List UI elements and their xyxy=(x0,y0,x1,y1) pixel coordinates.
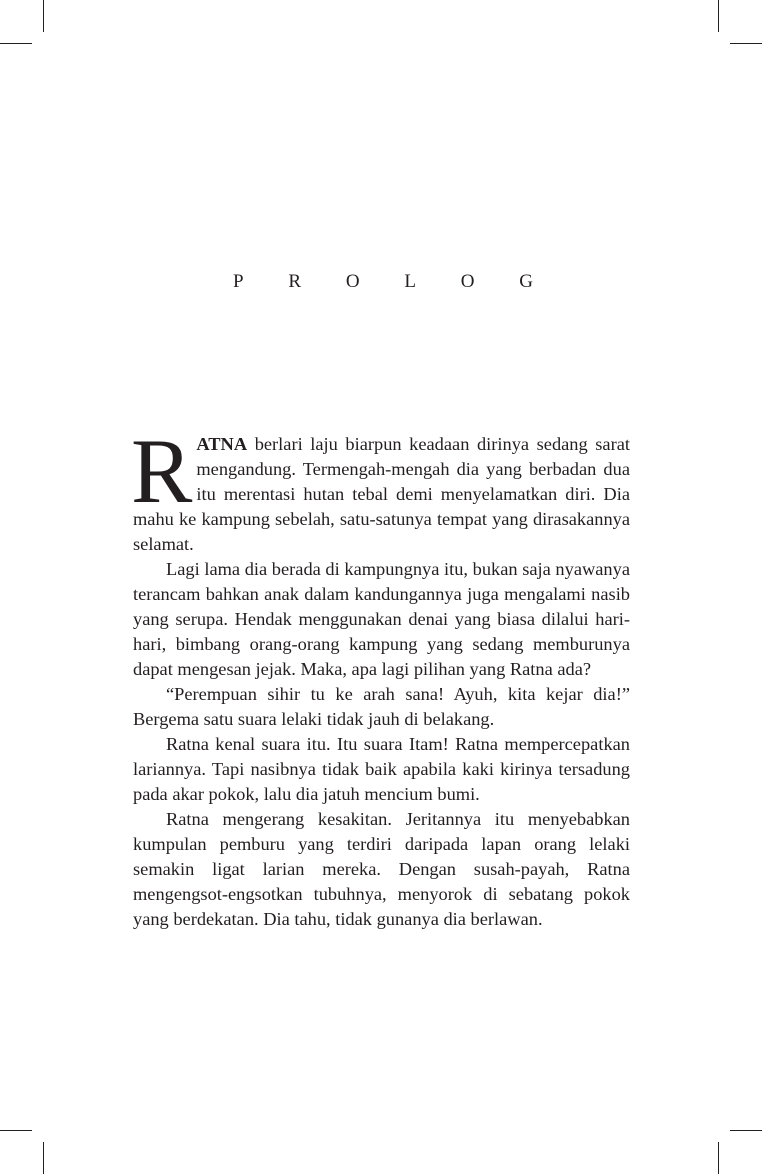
crop-mark-top-left-horizontal xyxy=(0,43,32,44)
crop-mark-top-right-vertical xyxy=(718,0,719,32)
paragraph-3: “Perempuan sihir tu ke arah sana! Ayuh, kita kejar dia!” Bergema satu suara lelaki tidak jauh di belakang. xyxy=(133,684,630,729)
paragraph-2: Lagi lama dia berada di kampungnya itu, bukan saja nyawanya terancam bahkan anak dalam kandungannya juga mengalami nasib yang serupa. Hendak menggunakan denai yang biasa dilalui hari-hari, bimbang orang-orang kampung yang sedang memburunya dapat mengesan jejak. Maka, apa lagi pilihan yang Ratna ada? xyxy=(133,559,630,679)
paragraph-1-text: berlari laju biarpun keadaan dirinya sedang sarat mengandung. Termengah-mengah dia yang berbadan dua itu merentasi hutan tebal demi menyelamatkan diri. Dia mahu ke kampung sebelah, satu-satunya tempat yang dirasakannya selamat. xyxy=(133,434,630,554)
crop-mark-bottom-right-horizontal xyxy=(730,1130,762,1131)
chapter-title-letter: L xyxy=(404,271,416,292)
paragraph-1 xyxy=(131,420,630,557)
chapter-title-letter: O xyxy=(345,271,360,292)
crop-mark-top-right-horizontal xyxy=(730,43,762,44)
crop-mark-bottom-right-vertical xyxy=(718,1142,719,1174)
chapter-title-letter: R xyxy=(288,271,302,292)
chapter-title xyxy=(233,271,533,293)
chapter-title-letter: G xyxy=(519,271,533,292)
lead-word: ATNA xyxy=(196,434,248,454)
body-text xyxy=(131,420,630,932)
chapter-title-letter: P xyxy=(233,271,244,292)
drop-cap: R xyxy=(131,420,193,522)
crop-mark-top-left-vertical xyxy=(43,0,44,32)
crop-mark-bottom-left-horizontal xyxy=(0,1130,32,1131)
chapter-title-letter: O xyxy=(460,271,475,292)
crop-mark-bottom-left-vertical xyxy=(43,1142,44,1174)
paragraph-5: Ratna mengerang kesakitan. Jeritannya itu menyebabkan kumpulan pemburu yang terdiri daripada lapan orang lelaki semakin ligat larian mereka. Dengan susah-payah, Ratna mengengsot-engsotkan tubuhnya, menyorok di sebatang pokok yang berdekatan. Dia tahu, tidak gunanya dia berlawan. xyxy=(133,809,630,929)
paragraph-4: Ratna kenal suara itu. Itu suara Itam! Ratna mempercepatkan lariannya. Tapi nasibnya tidak baik apabila kaki kirinya tersadung pada akar pokok, lalu dia jatuh mencium bumi. xyxy=(133,734,630,804)
